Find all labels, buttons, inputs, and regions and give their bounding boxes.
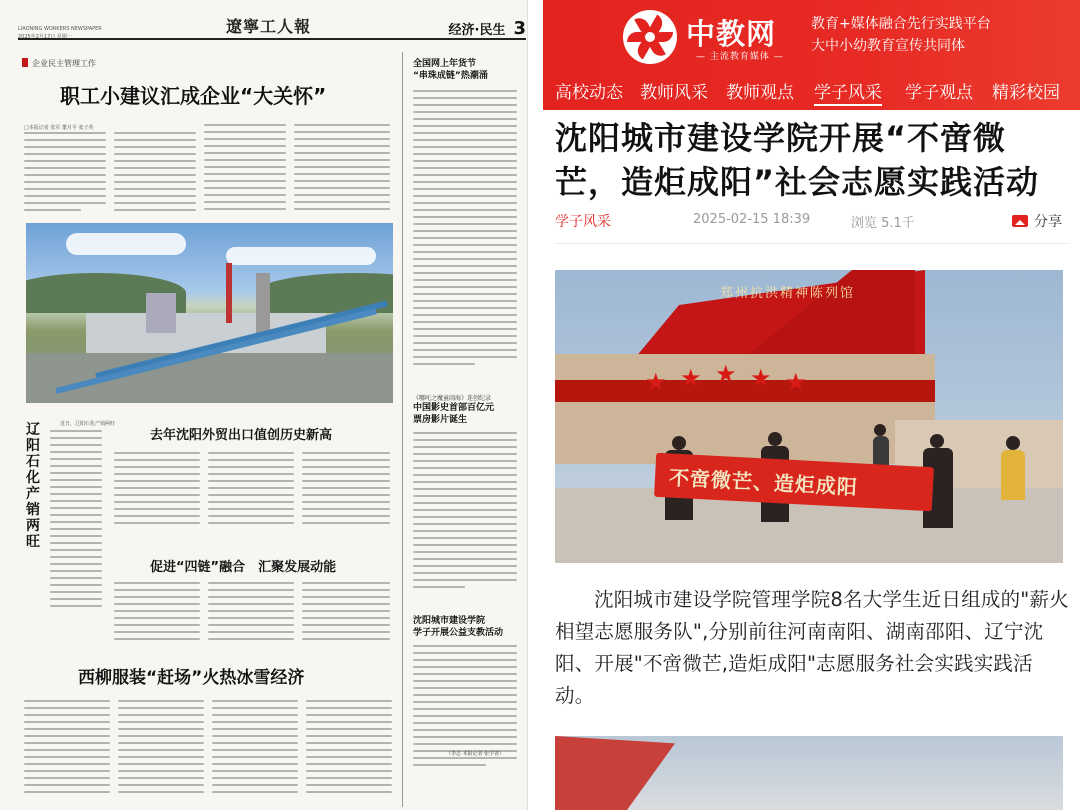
article-title: 沈阳城市建设学院开展“不啻微芒，造炬成阳”社会志愿实践活动 [555, 119, 1040, 201]
petrochemical-plant-photo [26, 223, 393, 403]
nav-item-student-style[interactable]: 学子风采 [814, 78, 882, 106]
share-label: 分享 [1034, 214, 1062, 230]
headline-shenyang-exports: 去年沈阳外贸出口值创历史新高 [150, 428, 333, 443]
vertical-headline-text: 辽 阳 石 化 产 销 两 旺 [26, 422, 40, 550]
article-text-column [208, 452, 294, 529]
headline-employee-suggestions: 职工小建议汇成企业“大关怀” [60, 84, 327, 108]
column-divider [402, 52, 403, 807]
article-text-column [306, 700, 392, 798]
article-text-column [114, 452, 200, 529]
second-article-photo[interactable] [555, 736, 1063, 810]
article-text-column [212, 700, 298, 798]
nav-item-campus[interactable]: 精彩校园 [992, 83, 1060, 103]
article-text-column [204, 124, 286, 215]
right-text-column [413, 432, 517, 593]
article-text-column [302, 452, 390, 529]
site-name[interactable]: 中教网 [686, 17, 777, 51]
article-body: 沈阳城市建设学院管理学院8名大学生近日组成的"薪火相望志愿服务队",分别前往河南南阳、湖南邵阳、辽宁沈阳、开展"不啻微芒,造炬成阳"志愿服务社会实践实践活动。 [555, 588, 1069, 707]
site-slogan-2: 大中小幼教育宣传共同体 [811, 38, 965, 54]
newspaper-masthead [18, 10, 526, 40]
volunteer-team-photo[interactable]: 郑州抗洪精神陈列馆 ★ ★ ★ ★ ★ 不啻微芒、造炬成阳 [555, 270, 1063, 563]
masthead-date: 2025年2月17日 星期一 [18, 34, 72, 40]
share-button[interactable] [1012, 211, 1062, 231]
site-header [543, 0, 1080, 110]
newspaper-brand: 遼寧工人報 [226, 17, 312, 36]
section-label: 经济·民生 [448, 23, 506, 38]
right-text-column [413, 90, 517, 370]
right-headline-box-office: 中国影史首部百亿元 票房影片诞生 [413, 403, 495, 425]
article-meta [555, 211, 1070, 233]
newspaper-page [0, 0, 528, 810]
site-slogan-1: 教育+媒体融合先行实践平台 [811, 16, 991, 32]
nav-item-teacher-style[interactable]: 教师风采 [640, 83, 708, 103]
vertical-headline [24, 422, 42, 550]
nav-item-college-news[interactable]: 高校动态 [555, 83, 623, 103]
tag-label: 企业民主管理工作 [32, 59, 96, 68]
article-text-column [114, 582, 200, 645]
article-text-column [208, 582, 294, 645]
news-article-page [543, 0, 1080, 810]
nav-item-student-views[interactable]: 学子观点 [905, 83, 973, 103]
masthead-english: LIAONING WORKERS NEWSPAPER [18, 26, 102, 32]
photo-caption: 近日，辽阳石化产销两旺 [60, 421, 116, 427]
article-text-column [294, 124, 390, 215]
page-section [449, 18, 526, 39]
right-story-signature: （李志 本报记者 张学善） [446, 751, 505, 757]
site-tagline: — 主流教育媒体 — [696, 52, 784, 62]
memorial-hall-sign: 郑州抗洪精神陈列馆 [720, 286, 856, 301]
byline: □本报记者 张军 董月平 张子英 [24, 125, 94, 131]
article-category[interactable]: 学子风采 [555, 214, 611, 230]
caption-text-column [50, 430, 102, 612]
right-headline-volunteer-teaching: 沈阳城市建设学院 学子开展公益支教活动 [413, 616, 504, 638]
article-text-column [302, 582, 390, 645]
tag-marker-icon [22, 58, 28, 67]
article-text-column [114, 132, 196, 216]
meta-divider [555, 243, 1070, 244]
site-logo-icon[interactable] [623, 10, 677, 64]
headline-four-chains: 促进“四链”融合 汇聚发展动能 [150, 560, 337, 575]
page-number: 3 [513, 18, 526, 39]
nav-item-teacher-views[interactable]: 教师观点 [726, 83, 794, 103]
right-kicker-nezha: 《哪吒之魔童闹海》连创纪录 [413, 395, 492, 402]
right-headline-online-festival: 全国网上年货节 “串珠成链”热潮涌 [413, 59, 488, 81]
article-date: 2025-02-15 18:39 [693, 212, 811, 227]
article-views: 浏览 5.1千 [851, 216, 915, 231]
article-text-column [118, 700, 204, 798]
column-tag [22, 58, 96, 69]
image-share-icon [1012, 215, 1028, 227]
article-text-column [24, 700, 110, 798]
headline-xiliu-clothing: 西柳服装“赶场”火热冰雪经济 [78, 668, 305, 688]
banner-text: 不啻微芒、造炬成阳 [668, 465, 859, 500]
article-text-column [24, 132, 106, 216]
category-nav [543, 78, 1080, 106]
